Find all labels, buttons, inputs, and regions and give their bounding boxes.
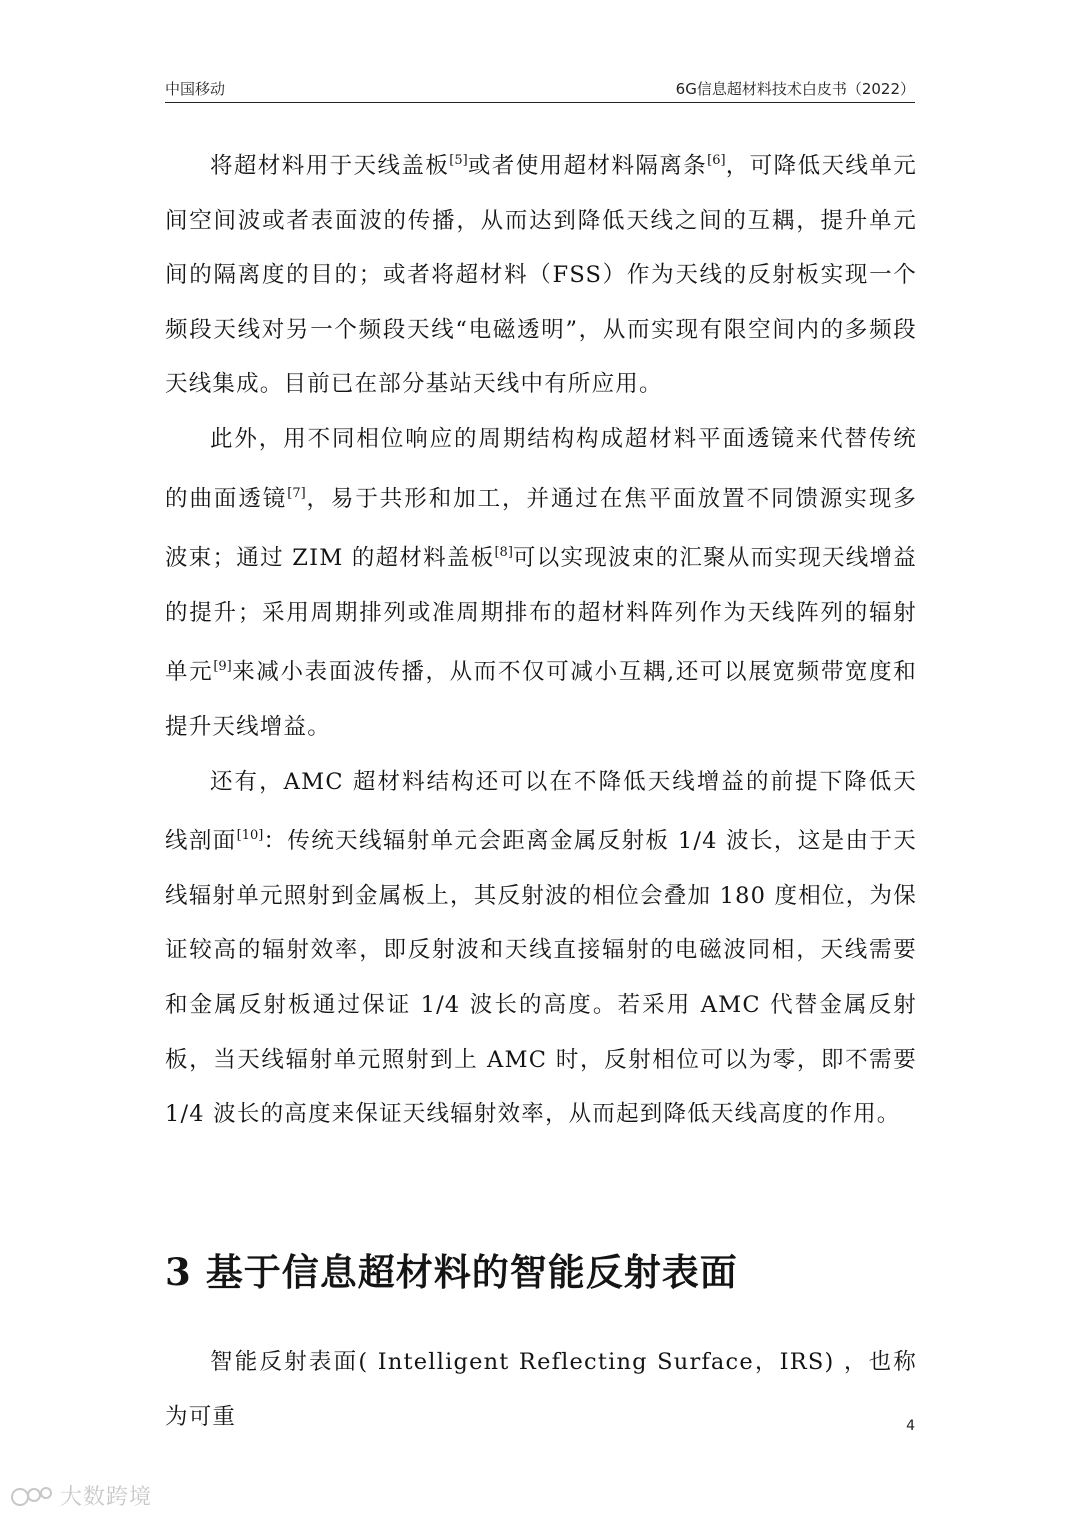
watermark-text: 大数跨境 — [60, 1485, 153, 1510]
citation: [5] — [449, 153, 468, 168]
citation: [6] — [707, 153, 726, 168]
paragraph-text: 将超材料用于天线盖板 — [210, 153, 450, 179]
section-heading — [165, 1242, 738, 1296]
watermark-logo-icon — [10, 1483, 54, 1509]
paragraph-1 — [165, 134, 917, 412]
paragraph-text: 或者使用超材料隔离条 — [467, 153, 708, 179]
paragraph-text: 还有，AMC 超材料结构还可以在不降低天线增益的前提下降低天线剖面 — [165, 768, 917, 855]
body-text — [165, 134, 917, 1142]
paragraph-2 — [165, 412, 917, 755]
paragraph-3 — [165, 755, 917, 1142]
header-left: 中国移动 — [165, 80, 226, 98]
header-right: 6G信息超材料技术白皮书（2022） — [675, 80, 915, 98]
body-text-continued — [165, 1335, 917, 1444]
section-title-text: 基于信息超材料的智能反射表面 — [205, 1250, 738, 1294]
citation: [7] — [287, 485, 306, 501]
section-number: 3 — [165, 1250, 192, 1294]
paragraph-text: 可以实现波束的汇聚从而实现天线增益的提升；采用周期排列或准周期排布的超材料阵列作为天线阵列的辐射单元 — [165, 545, 917, 686]
citation: [10] — [236, 828, 264, 844]
citation: [9] — [213, 659, 232, 675]
paragraph-4: 智能反射表面( Intelligent Reflecting Surface，IRS) ，也称为可重 — [165, 1349, 917, 1430]
paragraph-text: ，易于共形和加工，并通过在焦平面放置不同馈源实现多波束；通过 ZIM 的超材料盖板 — [165, 485, 917, 572]
page-number: 4 — [906, 1418, 915, 1434]
citation: [8] — [494, 545, 513, 561]
watermark — [10, 1480, 152, 1511]
paragraph-text: ：传统天线辐射单元会距离金属反射板 1/4 波长，这是由于天线辐射单元照射到金属板上，其反射波的相位会叠加 180 度相位，为保证较高的辐射效率，即反射波和天线直接辐射的电磁波同相，天线需要和金属反射板通过保证 1/4 波长的高度。若采用 AMC 代替金属反射板，当天线辐射单元照射到上 AMC 时，反射相位可以为零，即不需要 1/4 波长的高度来保证天线辐射效率，从而起到降低天线高度的作用。 — [165, 828, 917, 1128]
paragraph-text: 来减小表面波传播，从而不仅可减小互耦,还可以展宽频带宽度和提升天线增益。 — [165, 659, 917, 740]
paragraph-text: 此外，用不同相位响应的周期结构构成超材料平面透镜来代替传统的曲面透镜 — [165, 425, 917, 512]
page-header — [165, 76, 915, 103]
paragraph-text: ，可降低天线单元间空间波或者表面波的传播，从而达到降低天线之间的互耦，提升单元间的隔离度的目的；或者将超材料（FSS）作为天线的反射板实现一个频段天线对另一个频段天线“电磁透明”，从而实现有限空间内的多频段天线集成。目前已在部分基站天线中有所应用。 — [165, 153, 917, 398]
